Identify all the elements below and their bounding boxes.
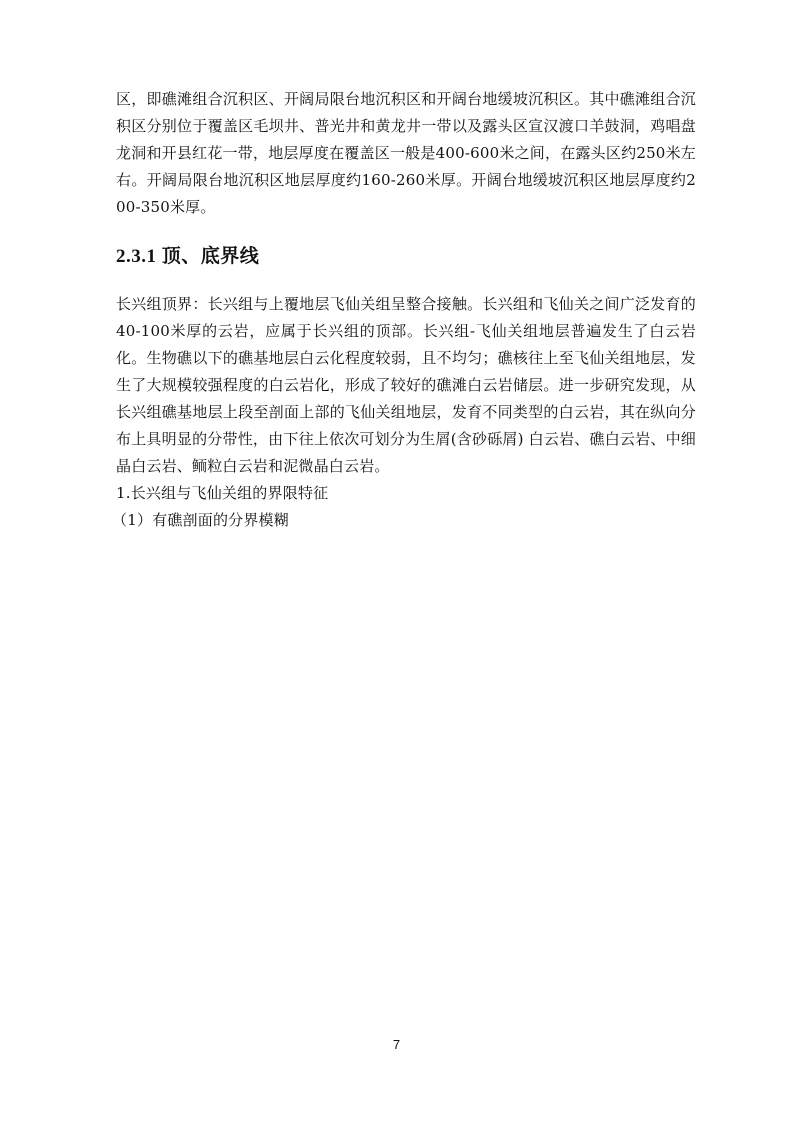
body-paragraph-2: 长兴组顶界：长兴组与上覆地层飞仙关组呈整合接触。长兴组和飞仙关之间广泛发育的40-100米厚的云岩，应属于长兴组的顶部。长兴组-飞仙关组地层普遍发生了白云岩化。生物礁以下的礁基地层白云化程度较弱，且不均匀；礁核往上至飞仙关组地层，发生了大规模较强程度的白云岩化，形成了较好的礁滩白云岩储层。进一步研究发现，从长兴组礁基地层上段至剖面上部的飞仙关组地层，发育不同类型的白云岩，其在纵向分布上具明显的分带性，由下往上依次可划分为生屑(含砂砾屑) 白云岩、礁白云岩、中细晶白云岩、鲕粒白云岩和泥微晶白云岩。	[116, 295, 696, 475]
sub-item-heading: （1）有礁剖面的分界模糊	[112, 511, 289, 529]
section-heading: 2.3.1 顶、底界线	[116, 246, 260, 267]
body-paragraph-1: 区，即礁滩组合沉积区、开阔局限台地沉积区和开阔台地缓坡沉积区。其中礁滩组合沉积区分别位于覆盖区毛坝井、普光井和黄龙井一带以及露头区宣汉渡口羊鼓洞，鸡唱盘龙洞和开县红花一带，地层厚度在覆盖区一般是400-600米之间，在露头区约250米左右。开阔局限台地沉积区地层厚度约160-260米厚。开阔台地缓坡沉积区地层厚度约200-350米厚。	[116, 90, 696, 216]
page-number: 7	[392, 1037, 401, 1052]
list-item-heading: 1.长兴组与飞仙关组的界限特征	[116, 484, 329, 502]
page-content	[112, 86, 696, 534]
